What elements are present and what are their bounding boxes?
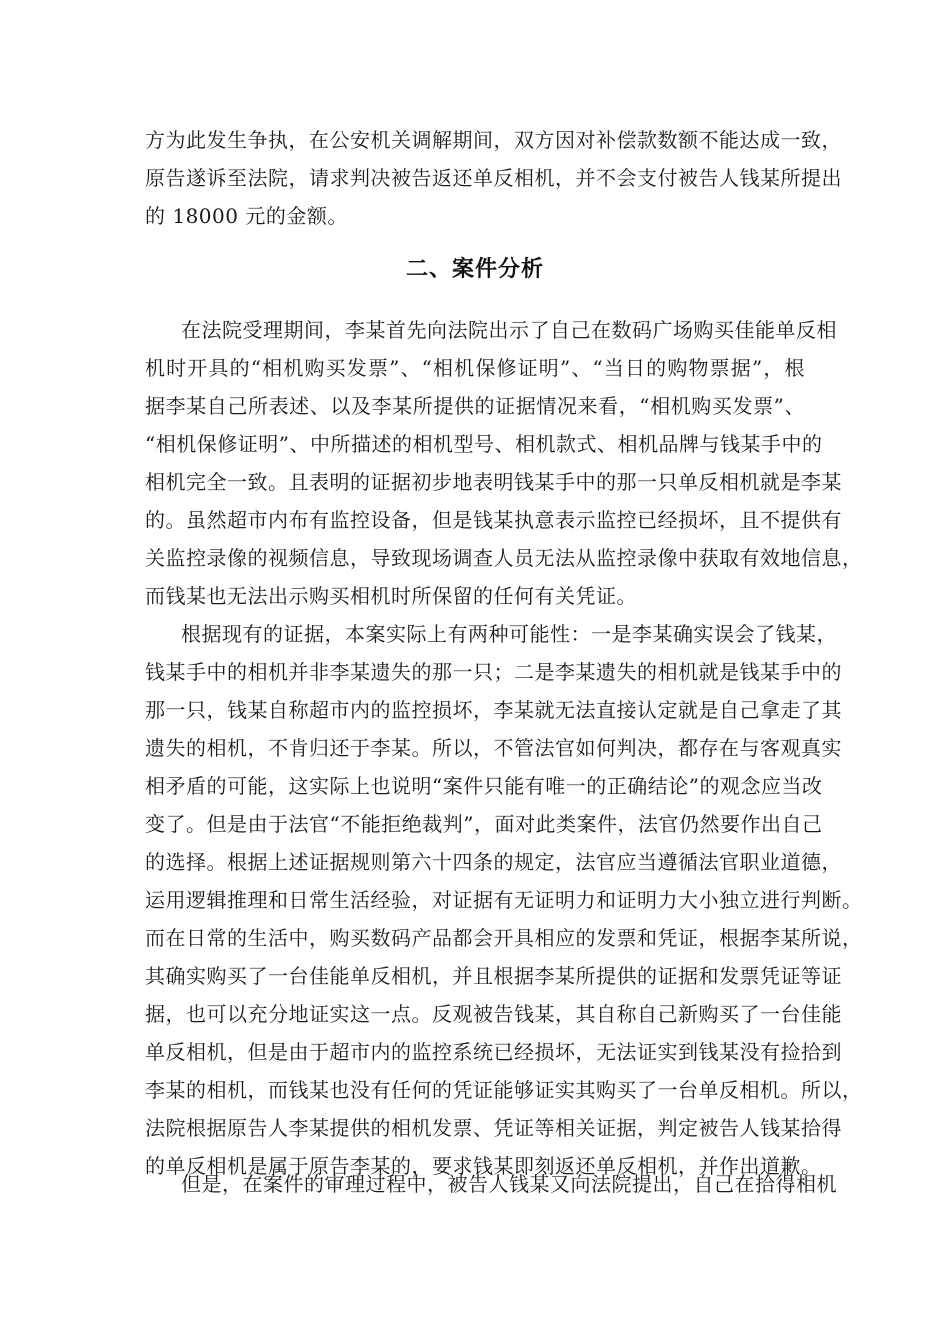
text-line: 原告遂诉至法院，请求判决被告返还单反相机，并不会支付被告人钱某所提出 [145, 166, 842, 190]
text-line: 关监控录像的视频信息，导致现场调查人员无法从监控录像中获取有效地信息， [145, 546, 863, 570]
text-line: 的选择。根据上述证据规则第六十四条的规定，法官应当遵循法官职业道德， [145, 850, 842, 874]
text-line: 但是，在案件的审理过程中，被告人钱某又向法院提出，自己在拾得相机 [181, 1172, 837, 1196]
paragraph-3 [145, 1165, 837, 1203]
text-line: 而钱某也无法出示购买相机时所保留的任何有关凭证。 [145, 584, 637, 608]
text-line: 那一只，钱某自称超市内的监控损坏，李某就无法直接认定就是自己拿走了其 [145, 698, 842, 722]
text-line: 而在日常的生活中，购买数码产品都会开具相应的发票和凭证，根据李某所说， [145, 926, 863, 950]
paragraph-2 [145, 615, 863, 1185]
text-line: 据，也可以充分地证实这一点。反观被告钱某，其自称自己新购买了一台佳能 [145, 1002, 842, 1026]
text-line: 的。虽然超市内布有监控设备，但是钱某执意表示监控已经损坏，且不提供有 [145, 508, 842, 532]
text-line: 相矛盾的可能，这实际上也说明“案件只能有唯一的正确结论”的观念应当改 [145, 774, 823, 798]
text-line: 运用逻辑推理和日常生活经验，对证据有无证明力和证明力大小独立进行判断。 [145, 888, 863, 912]
paragraph-top [145, 121, 842, 235]
text-line: 在法院受理期间，李某首先向法院出示了自己在数码广场购买佳能单反相 [181, 318, 837, 342]
text-line: 变了。但是由于法官“不能拒绝裁判”，面对此类案件，法官仍然要作出自己 [145, 812, 823, 836]
text-line: 遗失的相机，不肯归还于李某。所以，不管法官如何判决，都存在与客观真实 [145, 736, 842, 760]
text-line: 李某的相机，而钱某也没有任何的凭证能够证实其购买了一台单反相机。所以， [145, 1078, 863, 1102]
section-heading: 二、案件分析 [405, 257, 544, 282]
text-line: 单反相机，但是由于超市内的监控系统已经损坏，无法证实到钱某没有捡拾到 [145, 1040, 842, 1064]
text-line: 相机完全一致。且表明的证据初步地表明钱某手中的那一只单反相机就是李某 [145, 470, 842, 494]
text-line: 钱某手中的相机并非李某遗失的那一只；二是李某遗失的相机就是钱某手中的 [145, 660, 842, 684]
text-line: 的 18000 元的金额。 [145, 204, 348, 228]
paragraph-1 [145, 311, 863, 615]
text-line: 机时开具的“相机购买发票”、“相机保修证明”、“当日的购物票据”，根 [145, 356, 805, 380]
text-line: 的单反相机是属于原告李某的，要求钱某即刻返还单反相机，并作出道歉。 [145, 1154, 822, 1178]
text-line: 法院根据原告人李某提供的相机发票、凭证等相关证据，判定被告人钱某拾得 [145, 1116, 842, 1140]
text-line: 方为此发生争执，在公安机关调解期间，双方因对补偿款数额不能达成一致， [145, 128, 842, 152]
text-line: 根据现有的证据，本案实际上有两种可能性：一是李某确实误会了钱某， [181, 622, 837, 646]
text-line: 据李某自己所表述、以及李某所提供的证据情况来看，“相机购买发票”、 [145, 394, 805, 418]
text-line: 其确实购买了一台佳能单反相机，并且根据李某所提供的证据和发票凭证等证 [145, 964, 842, 988]
text-line: “相机保修证明”、中所描述的相机型号、相机款式、相机品牌与钱某手中的 [145, 432, 823, 456]
